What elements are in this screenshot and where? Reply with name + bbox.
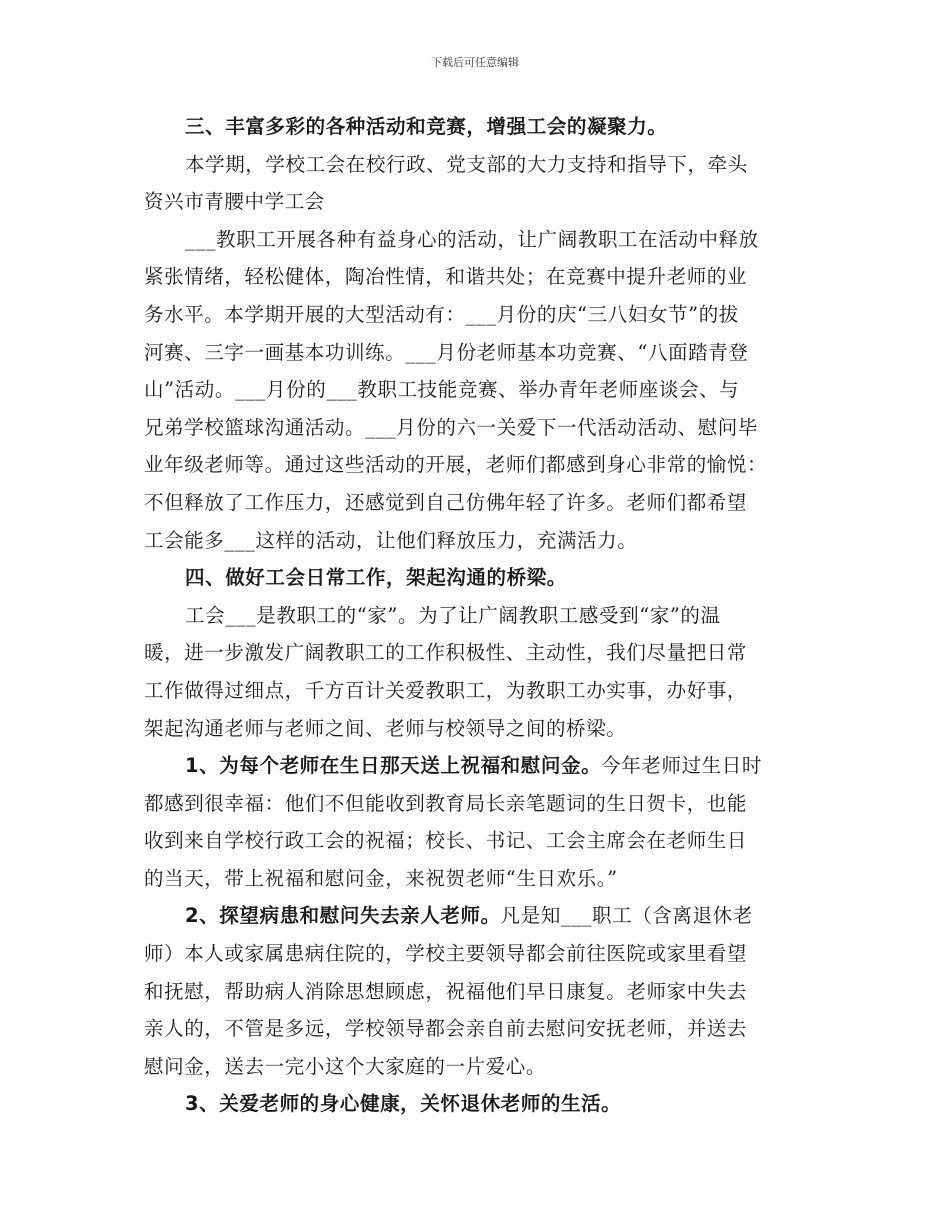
section-heading-3: 三、丰富多彩的各种活动和竞赛，增强工会的凝聚力。 xyxy=(185,115,668,138)
item-3-heading: 3、关爱老师的身心健康，关怀退休老师的生活。 xyxy=(185,1092,622,1116)
paragraph-line: ___教职工开展各种有益身心的活动，让广阔教职工在活动中释放 xyxy=(185,227,759,251)
section-heading-4: 四、做好工会日常工作，架起沟通的桥梁。 xyxy=(185,566,567,590)
paragraph-line: 工会___是教职工的“家”。为了让广阔教职工感受到“家”的温 xyxy=(185,603,721,627)
paragraph-line: 本学期，学校工会在校行政、党支部的大力支持和指导下，牵头 xyxy=(185,152,748,176)
item-1-text: 今年老师过生日时 xyxy=(601,754,762,778)
paragraph-line xyxy=(144,747,814,785)
paragraph-line xyxy=(144,897,814,935)
paragraph-line: 都感到很幸福：他们不但能收到教育局长亲笔题词的生日贺卡，也能 xyxy=(144,791,748,815)
paragraph-line: 暖，进一步激发广阔教职工的工作积极性、主动性，我们尽量把日常 xyxy=(144,641,748,665)
paragraph-line: 工作做得过细点，千方百计关爱教职工，为教职工办实事，办好事， xyxy=(144,678,748,702)
paragraph-line: 兄弟学校篮球沟通活动。___月份的六一关爱下一代活动活动、慰问毕 xyxy=(144,415,758,439)
paragraph-line: 山”活动。___月份的___教职工技能竞赛、举办青年老师座谈会、与 xyxy=(144,378,740,402)
item-1-heading: 1、为每个老师在生日那天送上祝福和慰问金。 xyxy=(185,754,602,778)
paragraph-line: 收到来自学校行政工会的祝福；校长、书记、工会主席会在老师生日 xyxy=(144,829,748,853)
paragraph-line: 河赛、三字一画基本功训练。___月份老师基本功竞赛、“八面踏青登 xyxy=(144,340,749,364)
item-2-heading: 2、探望病患和慰问失去亲人老师。 xyxy=(185,904,501,928)
paragraph-line: 慰问金，送去一完小这个大家庭的一片爱心。 xyxy=(144,1054,547,1078)
paragraph-line: 师）本人或家属患病住院的，学校主要领导都会前往医院或家里看望 xyxy=(144,942,748,966)
paragraph-line: 不但释放了工作压力，还感觉到自己仿佛年轻了许多。老师们都希望 xyxy=(144,490,748,514)
item-2-text: 凡是知___职工（含离退休老 xyxy=(500,904,753,928)
paragraph-line: 紧张情绪，轻松健体，陶冶性情，和谐共处；在竞赛中提升老师的业 xyxy=(144,265,748,289)
document-body xyxy=(144,108,814,1123)
paragraph-line: 亲人的，不管是多远，学校领导都会亲自前去慰问安抚老师，并送去 xyxy=(144,1017,748,1041)
header-note: 下载后可任意编辑 xyxy=(431,56,519,69)
paragraph-line: 业年级老师等。通过这些活动的开展，老师们都感到身心非常的愉悦： xyxy=(144,453,768,477)
paragraph-line: 的当天，带上祝福和慰问金，来祝贺老师“生日欢乐。” xyxy=(144,866,618,890)
paragraph-line: 工会能多___这样的活动，让他们释放压力，充满活力。 xyxy=(144,528,638,552)
paragraph-line: 务水平。本学期开展的大型活动有：___月份的庆“三八妇女节”的拔 xyxy=(144,302,739,326)
paragraph-line: 和抚慰，帮助病人消除思想顾虑，祝福他们早日康复。老师家中失去 xyxy=(144,979,748,1003)
paragraph-line: 资兴市青腰中学工会 xyxy=(144,190,325,214)
paragraph-line: 架起沟通老师与老师之间、老师与校领导之间的桥梁。 xyxy=(144,716,627,740)
